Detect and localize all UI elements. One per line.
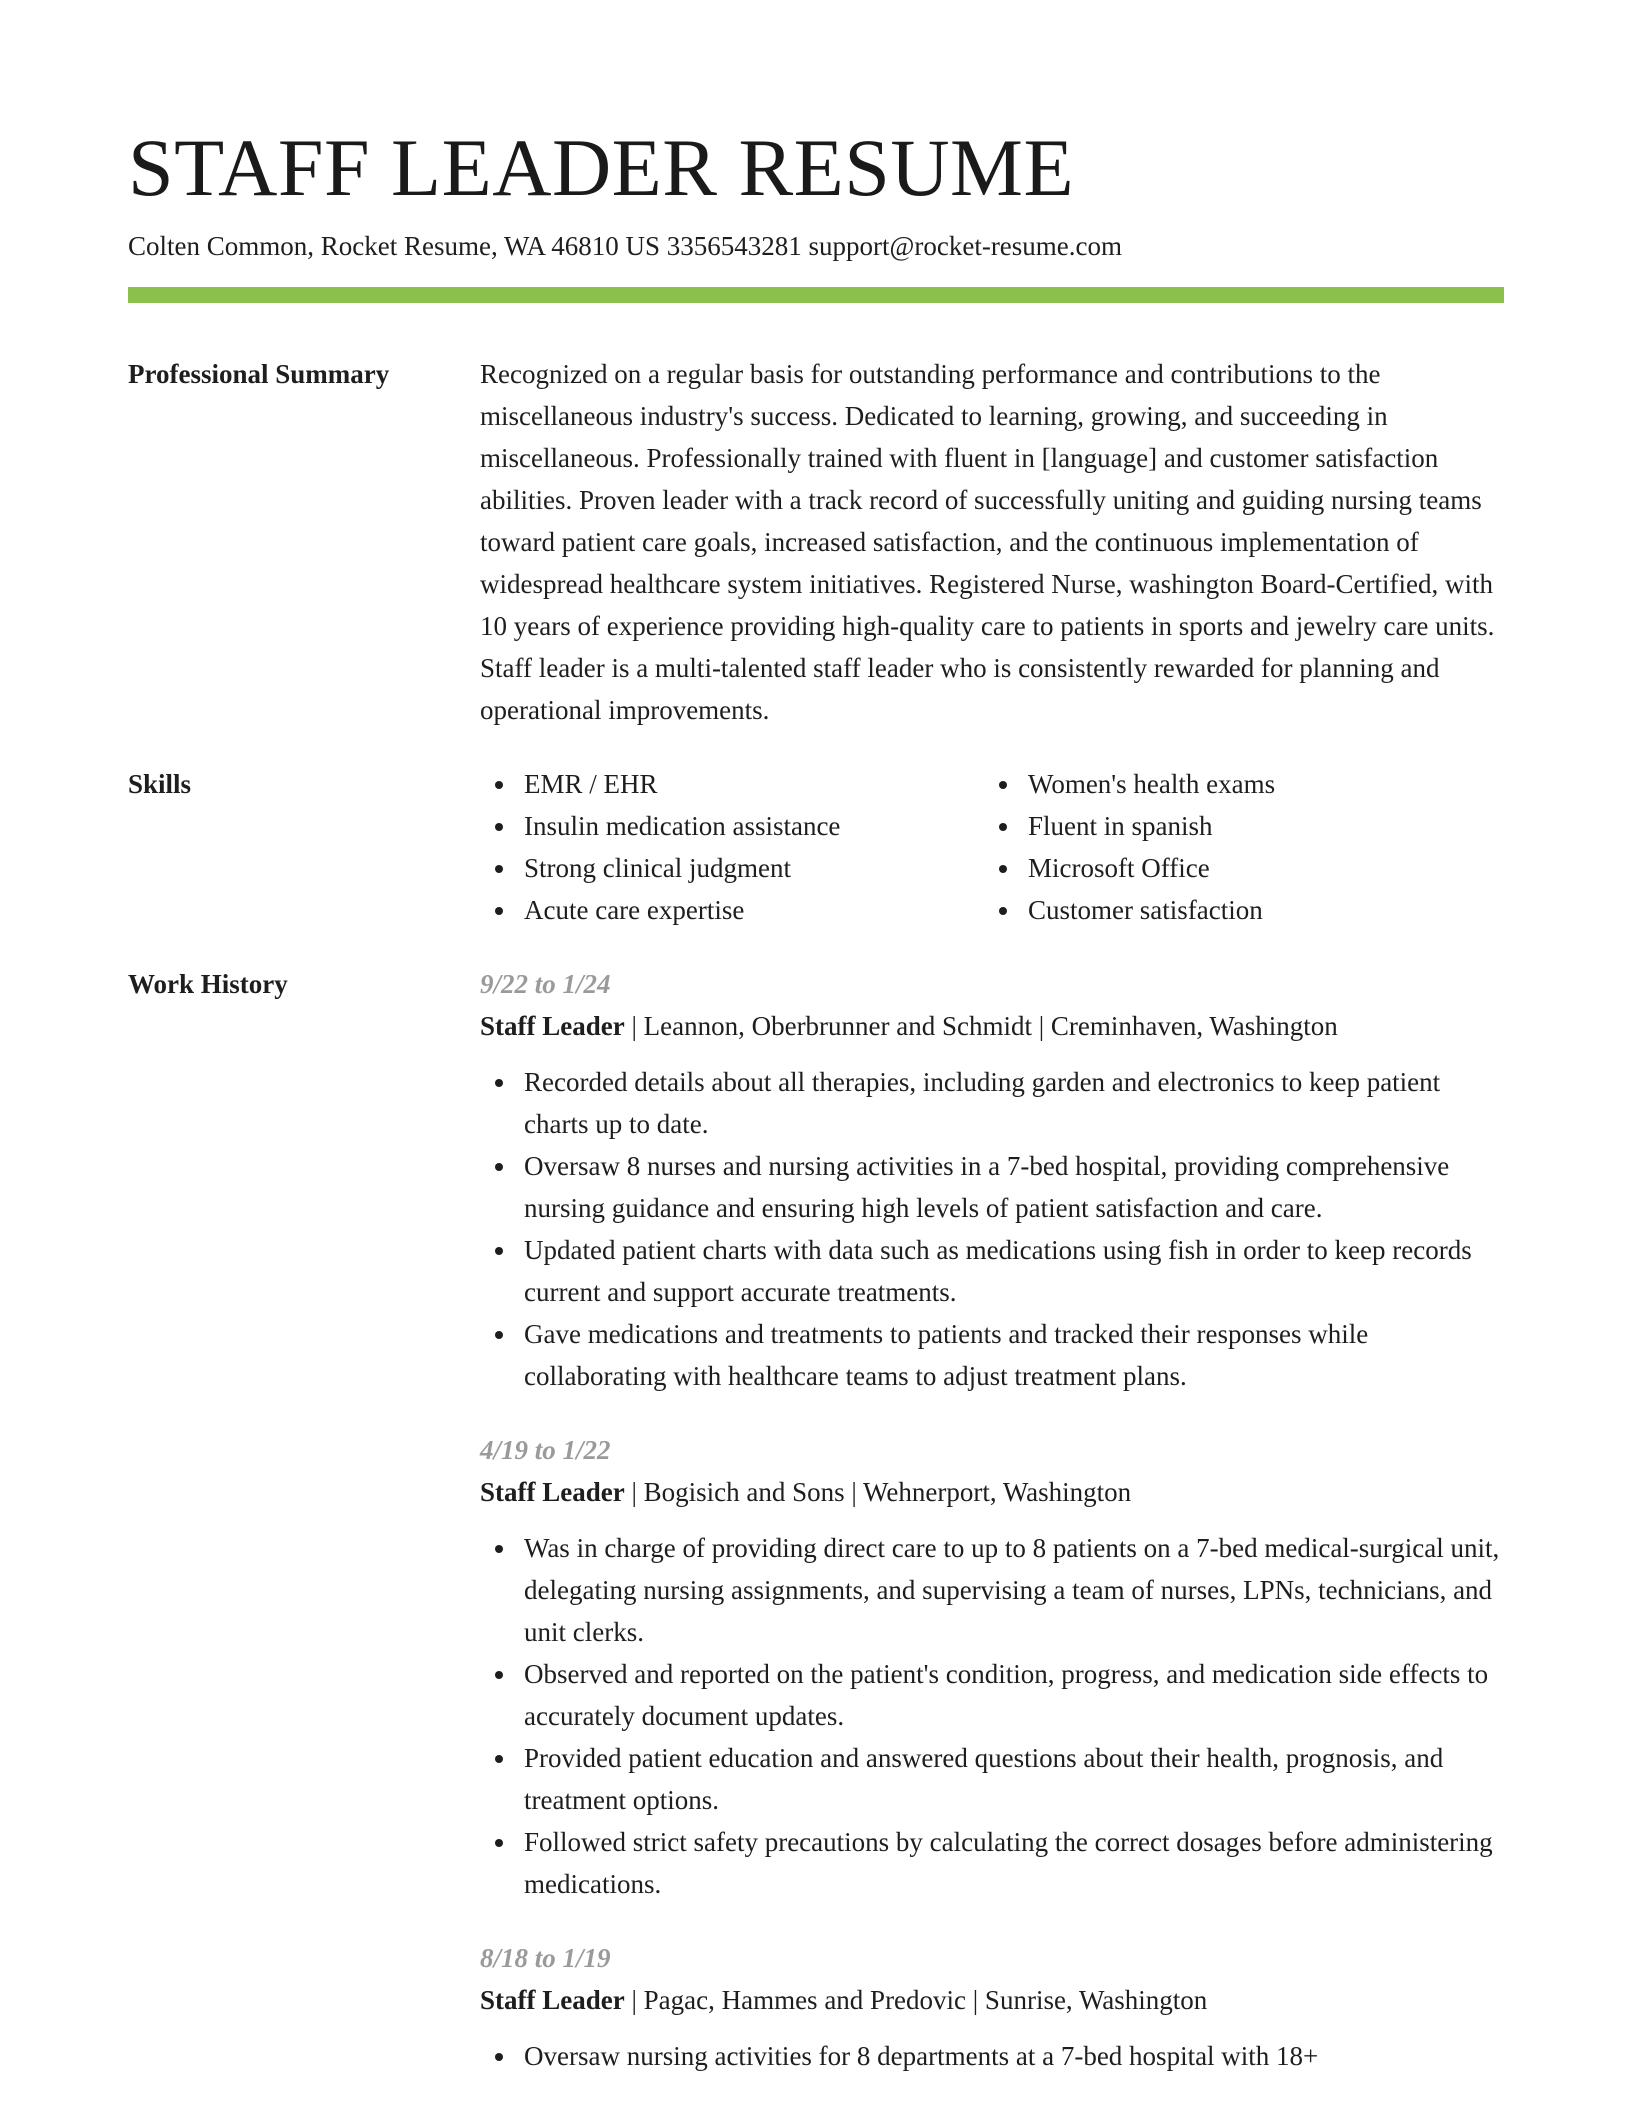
job-bullet: Followed strict safety precautions by calculating the correct dosages before administering medications. — [480, 1821, 1504, 1905]
skill-item: Microsoft Office — [984, 847, 1488, 889]
job-bullets — [480, 1527, 1504, 1905]
section-label-skills: Skills — [128, 769, 192, 799]
job-heading — [480, 1979, 1504, 2021]
job-bullet: Observed and reported on the patient's condition, progress, and medication side effects to accurately document updates. — [480, 1653, 1504, 1737]
job-bullets — [480, 1061, 1504, 1397]
summary-text: Recognized on a regular basis for outstanding performance and contributions to the miscellaneous industry's success. Dedicated to learning, growing, and succeeding in miscellaneous. Professionally trained with fluent in [language] and customer satisfaction abilities. Proven leader with a track record of successfully uniting and guiding nursing teams toward patient care goals, increased satisfaction, and the continuous implementation of widespread healthcare system initiatives. Registered Nurse, washington Board-Certified, with 10 years of experience providing high-quality care to patients in sports and jewelry care units. Staff leader is a multi-talented staff leader who is consistently rewarded for planning and operational improvements. — [480, 359, 1495, 725]
section-label-summary: Professional Summary — [128, 359, 390, 389]
work-history-section — [128, 963, 1504, 2109]
job-bullet: Updated patient charts with data such as medications using fish in order to keep records current and support accurate treatments. — [480, 1229, 1504, 1313]
job-details: | Pagac, Hammes and Predovic | Sunrise, Washington — [624, 1985, 1208, 2015]
job-dates: 8/18 to 1/19 — [480, 1943, 611, 1973]
job-heading — [480, 1471, 1504, 1513]
skill-item: Fluent in spanish — [984, 805, 1488, 847]
job-title: Staff Leader — [480, 1011, 625, 1041]
job-bullet: Oversaw nursing activities for 8 departments at a 7-bed hospital with 18+ — [480, 2035, 1504, 2077]
job-bullet: Provided patient education and answered questions about their health, prognosis, and treatment options. — [480, 1737, 1504, 1821]
professional-summary-section — [128, 353, 1504, 731]
accent-divider — [128, 287, 1504, 303]
job-dates: 4/19 to 1/22 — [480, 1435, 611, 1465]
job-details: | Bogisich and Sons | Wehnerport, Washington — [624, 1477, 1132, 1507]
job-bullet: Was in charge of providing direct care to up to 8 patients on a 7-bed medical-surgical unit, delegating nursing assignments, and supervising a team of nurses, LPNs, technicians, and unit clerks. — [480, 1527, 1504, 1653]
section-label-work: Work History — [128, 969, 288, 999]
job-bullet: Oversaw 8 nurses and nursing activities in a 7-bed hospital, providing comprehensive nursing guidance and ensuring high levels of patient satisfaction and care. — [480, 1145, 1504, 1229]
job-entry — [480, 963, 1504, 1397]
skill-item: Acute care expertise — [480, 889, 984, 931]
skills-list-right — [984, 763, 1488, 931]
job-entry — [480, 1429, 1504, 1905]
skill-item: Insulin medication assistance — [480, 805, 984, 847]
job-details: | Leannon, Oberbrunner and Schmidt | Creminhaven, Washington — [624, 1011, 1338, 1041]
skill-item: Strong clinical judgment — [480, 847, 984, 889]
job-bullet: Recorded details about all therapies, including garden and electronics to keep patient charts up to date. — [480, 1061, 1504, 1145]
job-title: Staff Leader — [480, 1477, 625, 1507]
job-dates: 9/22 to 1/24 — [480, 969, 611, 999]
job-bullets — [480, 2035, 1504, 2077]
skill-item: Women's health exams — [984, 763, 1488, 805]
job-entry — [480, 1937, 1504, 2077]
skills-section — [128, 763, 1504, 931]
skills-list-left — [480, 763, 984, 931]
job-title: Staff Leader — [480, 1985, 625, 2015]
skill-item: EMR / EHR — [480, 763, 984, 805]
resume-page — [128, 0, 1504, 2109]
page-title: STAFF LEADER RESUME — [128, 122, 1075, 213]
job-bullet: Gave medications and treatments to patients and tracked their responses while collaborating with healthcare teams to adjust treatment plans. — [480, 1313, 1504, 1397]
skill-item: Customer satisfaction — [984, 889, 1488, 931]
job-heading — [480, 1005, 1504, 1047]
contact-line: Colten Common, Rocket Resume, WA 46810 US 3356543281 support@rocket-resume.com — [128, 231, 1123, 261]
